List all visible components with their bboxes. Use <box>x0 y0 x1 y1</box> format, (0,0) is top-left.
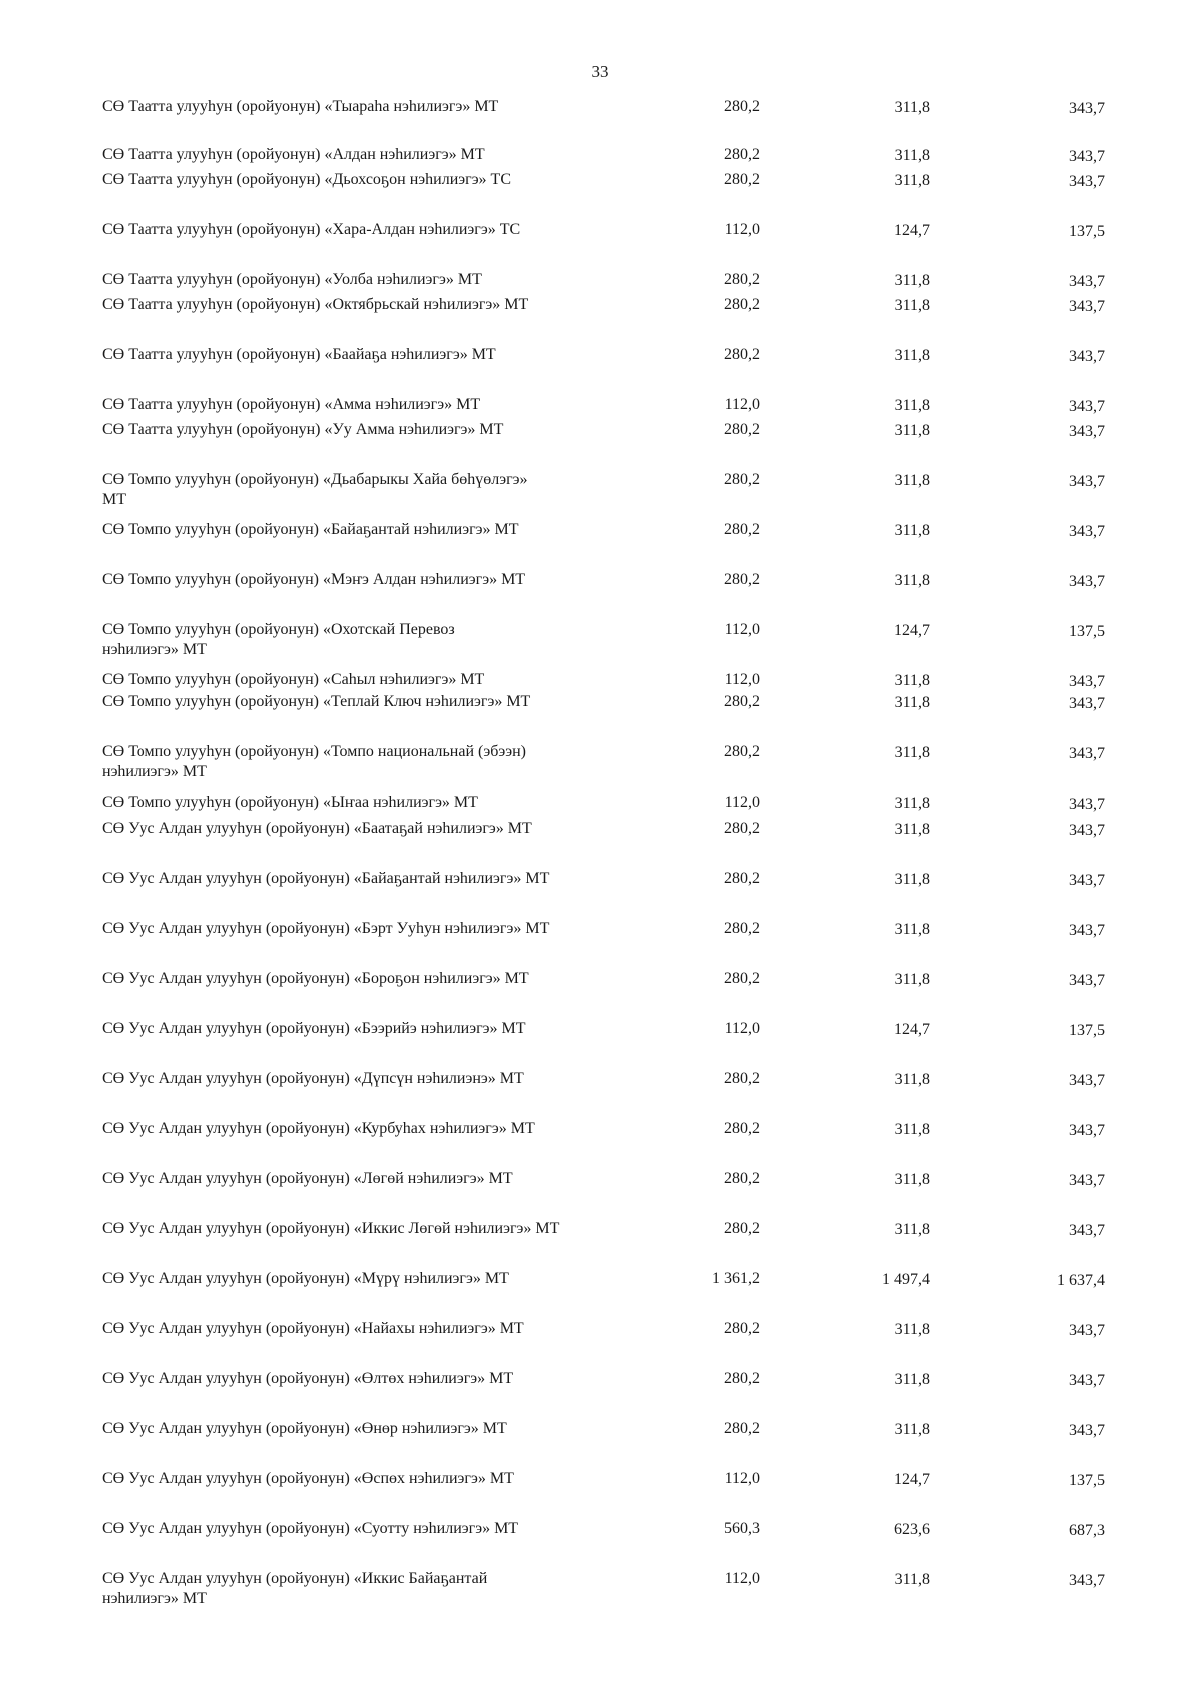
value-col-1: 280,2 <box>724 421 760 438</box>
municipality-name: СӨ Таатта улууһун (оройуонун) «Дьохсоҕон нэһилиэгэ» ТС <box>102 171 511 188</box>
value-col-3: 343,7 <box>1069 1572 1105 1589</box>
value-col-3: 137,5 <box>1069 623 1105 640</box>
municipality-name: СӨ Таатта улууһун (оройуонун) «Уу Амма нэһилиэгэ» МТ <box>102 421 504 438</box>
municipality-name: СӨ Томпо улууһун (оройуонун) «Томпо национальнай (эбээн) нэһилиэгэ» МТ <box>102 743 526 780</box>
value-col-2: 311,8 <box>894 694 930 711</box>
municipality-name: СӨ Уус Алдан улууһун (оройуонун) «Байаҕантай нэһилиэгэ» МТ <box>102 870 550 887</box>
value-col-1: 112,0 <box>724 1570 760 1587</box>
municipality-name: СӨ Уус Алдан улууһун (оройуонун) «Дүпсүн нэһилиэнэ» МТ <box>102 1070 524 1087</box>
value-col-3: 137,5 <box>1069 1022 1105 1039</box>
value-col-2: 124,7 <box>894 222 930 239</box>
value-col-1: 280,2 <box>724 970 760 987</box>
value-col-2: 311,8 <box>894 795 930 812</box>
value-col-1: 280,2 <box>724 1370 760 1387</box>
municipality-name: СӨ Томпо улууһун (оройуонун) «Саһыл нэһилиэгэ» МТ <box>102 671 485 688</box>
value-col-3: 343,7 <box>1069 473 1105 490</box>
municipality-name: СӨ Уус Алдан улууһун (оройуонун) «Мүрү нэһилиэгэ» МТ <box>102 1270 509 1287</box>
value-col-1: 280,2 <box>724 146 760 163</box>
municipality-name: СӨ Уус Алдан улууһун (оройуонун) «Баатаҕай нэһилиэгэ» МТ <box>102 820 532 837</box>
municipality-name: СӨ Таатта улууһун (оройуонун) «Баайаҕа нэһилиэгэ» МТ <box>102 346 496 363</box>
municipality-name: СӨ Уус Алдан улууһун (оройуонун) «Лөгөй нэһилиэгэ» МТ <box>102 1170 513 1187</box>
value-col-2: 311,8 <box>894 397 930 414</box>
value-col-2: 311,8 <box>894 572 930 589</box>
value-col-3: 343,7 <box>1069 673 1105 690</box>
value-col-1: 280,2 <box>724 1170 760 1187</box>
municipality-name: СӨ Уус Алдан улууһун (оройуонун) «Өлтөх нэһилиэгэ» МТ <box>102 1370 514 1387</box>
municipality-name: СӨ Таатта улууһун (оройуонун) «Амма нэһилиэгэ» МТ <box>102 396 481 413</box>
page-number: 33 <box>591 62 609 81</box>
value-col-3: 343,7 <box>1069 273 1105 290</box>
value-col-3: 343,7 <box>1069 1172 1105 1189</box>
value-col-1: 280,2 <box>724 1120 760 1137</box>
value-col-1: 280,2 <box>724 471 760 488</box>
value-col-1: 280,2 <box>724 571 760 588</box>
value-col-1: 280,2 <box>724 693 760 710</box>
value-col-1: 112,0 <box>724 1470 760 1487</box>
value-col-2: 311,8 <box>894 272 930 289</box>
value-col-3: 343,7 <box>1069 348 1105 365</box>
value-col-3: 137,5 <box>1069 223 1105 240</box>
municipality-name: СӨ Томпо улууһун (оройуонун) «Охотскай Перевоз нэһилиэгэ» МТ <box>102 621 455 658</box>
value-col-1: 280,2 <box>724 1070 760 1087</box>
municipality-name: СӨ Таатта улууһун (оройуонун) «Хара-Алдан нэһилиэгэ» ТС <box>102 221 521 238</box>
value-col-3: 343,7 <box>1069 1372 1105 1389</box>
value-col-2: 311,8 <box>894 1371 930 1388</box>
value-col-3: 343,7 <box>1069 796 1105 813</box>
value-col-3: 343,7 <box>1069 1422 1105 1439</box>
value-col-3: 343,7 <box>1069 148 1105 165</box>
municipality-name: СӨ Уус Алдан улууһун (оройуонун) «Курбуһах нэһилиэгэ» МТ <box>102 1120 535 1137</box>
value-col-1: 112,0 <box>724 1020 760 1037</box>
value-col-3: 343,7 <box>1069 1072 1105 1089</box>
value-col-3: 343,7 <box>1069 423 1105 440</box>
value-col-3: 343,7 <box>1069 173 1105 190</box>
value-col-3: 343,7 <box>1069 398 1105 415</box>
value-col-1: 280,2 <box>724 521 760 538</box>
value-col-3: 1 637,4 <box>1057 1272 1105 1289</box>
value-col-1: 280,2 <box>724 820 760 837</box>
value-col-3: 343,7 <box>1069 1222 1105 1239</box>
municipality-name: СӨ Томпо улууһун (оройуонун) «Мэҥэ Алдан нэһилиэгэ» МТ <box>102 571 526 588</box>
value-col-2: 311,8 <box>894 1321 930 1338</box>
value-col-2: 1 497,4 <box>882 1271 930 1288</box>
value-col-3: 343,7 <box>1069 872 1105 889</box>
value-col-1: 280,2 <box>724 920 760 937</box>
value-col-1: 112,0 <box>724 396 760 413</box>
value-col-1: 280,2 <box>724 870 760 887</box>
value-col-2: 311,8 <box>894 921 930 938</box>
value-col-1: 112,0 <box>724 621 760 638</box>
value-col-2: 311,8 <box>894 971 930 988</box>
value-col-2: 311,8 <box>894 1121 930 1138</box>
value-col-1: 280,2 <box>724 271 760 288</box>
municipality-name: СӨ Томпо улууһун (оройуонун) «Байаҕантай нэһилиэгэ» МТ <box>102 521 519 538</box>
value-col-2: 311,8 <box>894 672 930 689</box>
value-col-2: 311,8 <box>894 99 930 116</box>
value-col-1: 280,2 <box>724 171 760 188</box>
municipality-name: СӨ Уус Алдан улууһун (оройуонун) «Иккис Лөгөй нэһилиэгэ» МТ <box>102 1220 560 1237</box>
value-col-1: 112,0 <box>724 671 760 688</box>
value-col-2: 311,8 <box>894 522 930 539</box>
value-col-2: 311,8 <box>894 147 930 164</box>
value-col-2: 124,7 <box>894 1021 930 1038</box>
municipality-name: СӨ Уус Алдан улууһун (оройуонун) «Өспөх нэһилиэгэ» МТ <box>102 1470 514 1487</box>
value-col-1: 280,2 <box>724 296 760 313</box>
municipality-name: СӨ Таатта улууһун (оройуонун) «Уолба нэһилиэгэ» МТ <box>102 271 482 288</box>
municipality-name: СӨ Томпо улууһун (оройуонун) «Теплай Ключ нэһилиэгэ» МТ <box>102 693 531 710</box>
value-col-2: 311,8 <box>894 472 930 489</box>
value-col-1: 112,0 <box>724 794 760 811</box>
municipality-name: СӨ Уус Алдан улууһун (оройуонун) «Бэрт Ууһун нэһилиэгэ» МТ <box>102 920 550 937</box>
value-col-2: 311,8 <box>894 744 930 761</box>
value-col-3: 343,7 <box>1069 972 1105 989</box>
value-col-1: 280,2 <box>724 346 760 363</box>
value-col-3: 343,7 <box>1069 100 1105 117</box>
value-col-2: 311,8 <box>894 1571 930 1588</box>
value-col-2: 311,8 <box>894 821 930 838</box>
value-col-2: 124,7 <box>894 622 930 639</box>
value-col-3: 343,7 <box>1069 745 1105 762</box>
municipality-name: СӨ Уус Алдан улууһун (оройуонун) «Өнөр нэһилиэгэ» МТ <box>102 1420 507 1437</box>
value-col-3: 687,3 <box>1069 1522 1105 1539</box>
value-col-2: 623,6 <box>894 1521 930 1538</box>
value-col-2: 311,8 <box>894 422 930 439</box>
value-col-3: 343,7 <box>1069 822 1105 839</box>
value-col-3: 343,7 <box>1069 523 1105 540</box>
value-col-1: 112,0 <box>724 221 760 238</box>
value-col-2: 311,8 <box>894 1171 930 1188</box>
value-col-1: 280,2 <box>724 743 760 760</box>
value-col-3: 343,7 <box>1069 695 1105 712</box>
value-col-2: 311,8 <box>894 172 930 189</box>
value-col-3: 343,7 <box>1069 922 1105 939</box>
municipality-name: СӨ Томпо улууһун (оройуонун) «Ыҥаа нэһилиэгэ» МТ <box>102 794 478 811</box>
municipality-name: СӨ Уус Алдан улууһун (оройуонун) «Бороҕон нэһилиэгэ» МТ <box>102 970 529 987</box>
value-col-3: 343,7 <box>1069 1322 1105 1339</box>
municipality-name: СӨ Томпо улууһун (оройуонун) «Дьабарыкы Хайа бөһүөлэгэ» МТ <box>102 471 528 508</box>
value-col-2: 311,8 <box>894 871 930 888</box>
value-col-2: 311,8 <box>894 347 930 364</box>
value-col-2: 124,7 <box>894 1471 930 1488</box>
value-col-2: 311,8 <box>894 1071 930 1088</box>
value-col-1: 560,3 <box>724 1520 760 1537</box>
municipality-name: СӨ Уус Алдан улууһун (оройуонун) «Суотту нэһилиэгэ» МТ <box>102 1520 519 1537</box>
value-col-3: 343,7 <box>1069 1122 1105 1139</box>
municipality-name: СӨ Таатта улууһун (оройуонун) «Октябрьскай нэһилиэгэ» МТ <box>102 296 529 313</box>
value-col-1: 280,2 <box>724 1320 760 1337</box>
municipality-name: СӨ Таатта улууһун (оройуонун) «Алдан нэһилиэгэ» МТ <box>102 146 485 163</box>
municipality-name: СӨ Уус Алдан улууһун (оройуонун) «Иккис Байаҕантай нэһилиэгэ» МТ <box>102 1570 488 1607</box>
value-col-2: 311,8 <box>894 1221 930 1238</box>
value-col-1: 280,2 <box>724 1420 760 1437</box>
value-col-1: 1 361,2 <box>712 1270 760 1287</box>
municipality-name: СӨ Уус Алдан улууһун (оройуонун) «Бээрийэ нэһилиэгэ» МТ <box>102 1020 526 1037</box>
value-col-1: 280,2 <box>724 98 760 115</box>
value-col-3: 137,5 <box>1069 1472 1105 1489</box>
municipality-name: СӨ Уус Алдан улууһун (оройуонун) «Найахы нэһилиэгэ» МТ <box>102 1320 524 1337</box>
value-col-3: 343,7 <box>1069 573 1105 590</box>
value-col-1: 280,2 <box>724 1220 760 1237</box>
value-col-3: 343,7 <box>1069 298 1105 315</box>
municipality-name: СӨ Таатта улууһун (оройуонун) «Тыараһа нэһилиэгэ» МТ <box>102 98 499 115</box>
value-col-2: 311,8 <box>894 297 930 314</box>
value-col-2: 311,8 <box>894 1421 930 1438</box>
